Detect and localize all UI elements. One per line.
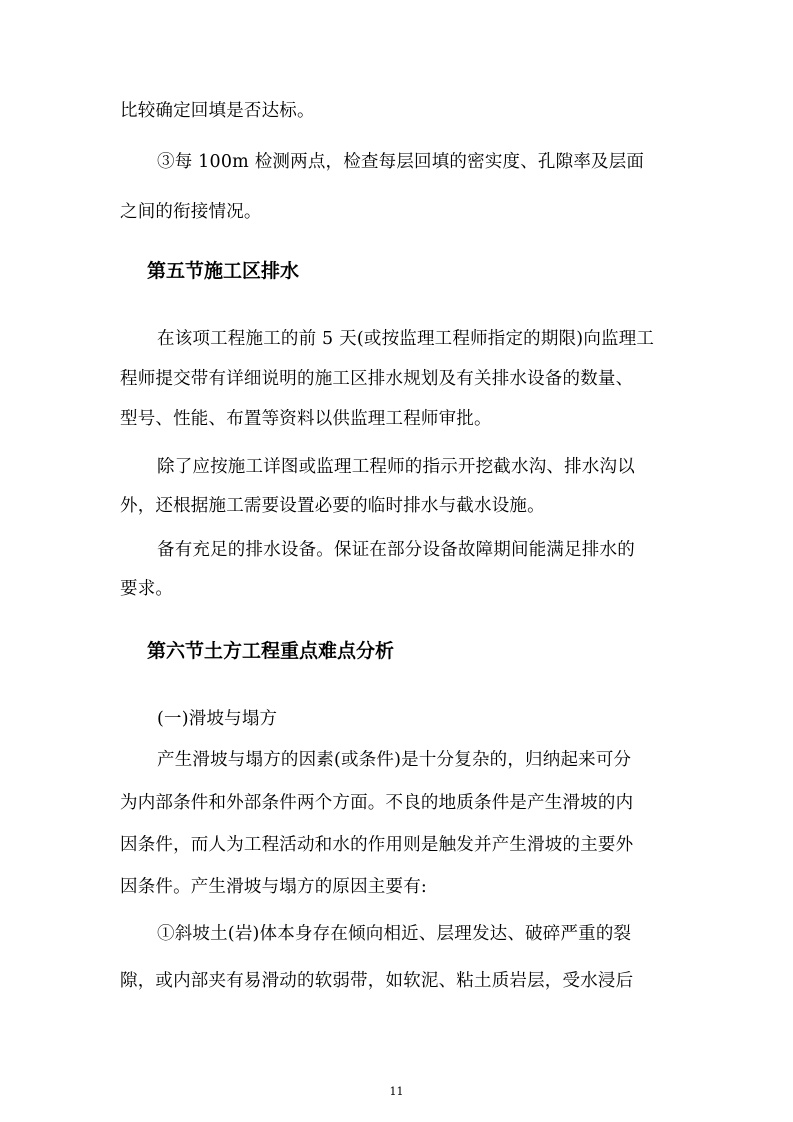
section-heading: 第五节施工区排水 [147,260,300,282]
page-number: 11 [389,1085,404,1098]
body-line: (一)滑坡与塌方 [157,709,278,729]
body-line: 程师提交带有详细说明的施工区排水规划及有关排水设备的数量、 [120,369,634,389]
body-line: ③每 100m 检测两点，检查每层回填的密实度、孔隙率及层面 [157,152,645,172]
body-line: 比较确定回填是否达标。 [120,101,315,121]
body-line: 备有充足的排水设备。保证在部分设备故障期间能满足排水的 [157,540,635,560]
body-line: 为内部条件和外部条件两个方面。不良的地质条件是产生滑坡的内 [120,793,634,813]
body-line: 型号、性能、布置等资料以供监理工程师审批。 [120,409,492,429]
body-line: 因条件。产生滑坡与塌方的原因主要有: [120,877,427,897]
body-line: 外，还根据施工需要设置必要的临时排水与截水设施。 [120,496,545,516]
body-line: 要求。 [120,579,174,599]
body-line: ①斜坡土(岩)体本身存在倾向相近、层理发达、破碎严重的裂 [157,924,632,944]
body-line: 因条件，而人为工程活动和水的作用则是触发并产生滑坡的主要外 [120,835,634,855]
body-line: 产生滑坡与塌方的因素(或条件)是十分复杂的，归纳起来可分 [157,750,632,770]
section-heading: 第六节土方工程重点难点分析 [147,640,395,662]
body-line: 隙，或内部夹有易滑动的软弱带，如软泥、粘土质岩层，受水浸后 [120,971,634,991]
body-line: 除了应按施工详图或监理工程师的指示开挖截水沟、排水沟以 [157,457,635,477]
body-line: 在该项工程施工的前 5 天(或按监理工程师指定的期限)向监理工 [157,329,655,349]
body-line: 之间的衔接情况。 [120,202,262,222]
